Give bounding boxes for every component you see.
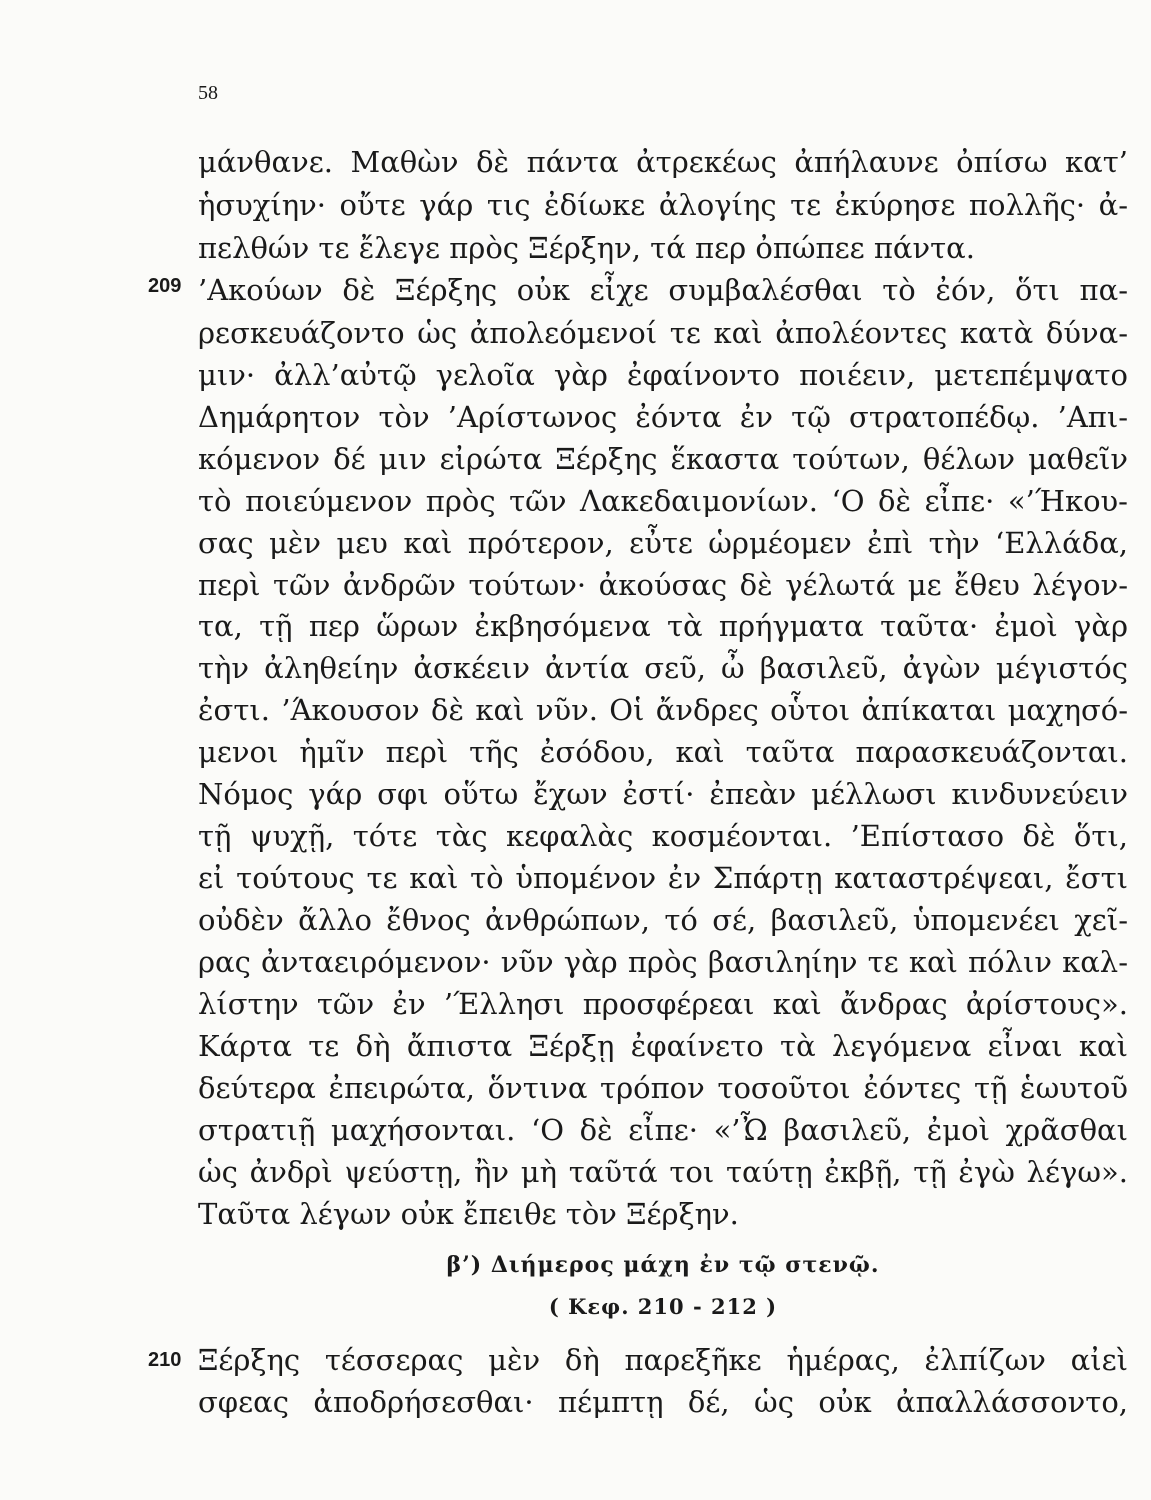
- text-line: σφεας ἀποδρήσεσθαι· πέμπτῃ δέ, ὡς οὐκ ἀπαλλάσσοντο,: [198, 1385, 1128, 1419]
- text-line: περὶ τῶν ἀνδρῶν τούτων· ἀκούσας δὲ γέλωτά με ἔθευ λέγον-: [198, 568, 1128, 602]
- text-line: δεύτερα ἐπειρώτα, ὅντινα τρόπον τοσοῦτοι ἐόντες τῇ ἑωυτοῦ: [198, 1071, 1128, 1105]
- margin-chapter-number: 210: [148, 1349, 182, 1371]
- text-line: ρεσκευάζοντο ὡς ἀπολεόμενοί τε καὶ ἀπολέοντες κατὰ δύνα-: [198, 316, 1128, 350]
- page-number: 58: [198, 82, 218, 104]
- text-line: μενοι ἡμῖν περὶ τῆς ἐσόδου, καὶ ταῦτα παρασκευάζονται.: [198, 735, 1128, 769]
- text-line: λίστην τῶν ἐν ’Έλλησι προσφέρεαι καὶ ἄνδρας ἀρίστους».: [198, 987, 1128, 1021]
- text-line: κόμενον δέ μιν εἰρώτα Ξέρξης ἕκαστα τούτων, θέλων μαθεῖν: [198, 442, 1128, 476]
- text-line: τὴν ἀληθείην ἀσκέειν ἀντία σεῦ, ὦ βασιλεῦ, ἀγὼν μέγιστός: [198, 651, 1128, 685]
- text-line: Ταῦτα λέγων οὐκ ἔπειθε τὸν Ξέρξην.: [198, 1197, 739, 1231]
- text-line: σας μὲν μευ καὶ πρότερον, εὖτε ὡρμέομεν ἐπὶ τὴν ‘Ελλάδα,: [198, 526, 1128, 560]
- text-line: πελθών τε ἔλεγε πρὸς Ξέρξην, τά περ ὀπώπεε πάντα.: [198, 231, 975, 265]
- text-line: ’Ακούων δὲ Ξέρξης οὐκ εἶχε συμβαλέσθαι τὸ ἐόν, ὅτι πα-: [198, 273, 1128, 307]
- section-subheading: ( Κεφ. 210 - 212 ): [548, 1294, 778, 1319]
- text-line: μιν· ἀλλ’αὐτῷ γελοῖα γὰρ ἐφαίνοντο ποιέειν, μετεπέμψατο: [198, 358, 1128, 392]
- text-line: ρας ἀνταειρόμενον· νῦν γὰρ πρὸς βασιληίην τε καὶ πόλιν καλ-: [198, 945, 1128, 979]
- section-heading: β’) Διήμερος μάχη ἐν τῷ στενῷ.: [446, 1252, 880, 1278]
- text-line: τῇ ψυχῇ, τότε τὰς κεφαλὰς κοσμέονται. ’Επίστασο δὲ ὅτι,: [198, 819, 1128, 853]
- text-line: Ξέρξης τέσσερας μὲν δὴ παρεξῆκε ἡμέρας, ἐλπίζων αἰεὶ: [198, 1343, 1128, 1377]
- text-line: ἡσυχίην· οὔτε γάρ τις ἐδίωκε ἀλογίης τε ἐκύρησε πολλῆς· ἀ-: [198, 188, 1128, 222]
- text-line: ἐστι. ’Άκουσον δὲ καὶ νῦν. Οἱ ἄνδρες οὗτοι ἀπίκαται μαχησό-: [198, 693, 1128, 727]
- text-line: Δημάρητον τὸν ’Αρίστωνος ἐόντα ἐν τῷ στρατοπέδῳ. ’Απι-: [198, 400, 1128, 434]
- text-line: εἰ τούτους τε καὶ τὸ ὑπομένον ἐν Σπάρτῃ καταστρέψεαι, ἔστι: [198, 861, 1128, 895]
- text-line: Κάρτα τε δὴ ἄπιστα Ξέρξῃ ἐφαίνετο τὰ λεγόμενα εἶναι καὶ: [198, 1029, 1128, 1063]
- text-line: τα, τῇ περ ὥρων ἐκβησόμενα τὰ πρήγματα ταῦτα· ἐμοὶ γὰρ: [198, 609, 1128, 643]
- margin-chapter-number: 209: [148, 275, 182, 297]
- text-line: μάνθανε. Μαθὼν δὲ πάντα ἀτρεκέως ἀπήλαυνε ὀπίσω κατ’: [198, 145, 1128, 179]
- text-line: τὸ ποιεύμενον πρὸς τῶν Λακεδαιμονίων. ‘Ο δὲ εἶπε· «’Ήκου-: [198, 484, 1128, 518]
- text-line: στρατιῇ μαχήσονται. ‘Ο δὲ εἶπε· «’Ὦ βασιλεῦ, ἐμοὶ χρᾶσθαι: [198, 1113, 1128, 1147]
- text-line: Νόμος γάρ σφι οὕτω ἔχων ἐστί· ἐπεὰν μέλλωσι κινδυνεύειν: [198, 777, 1128, 811]
- text-line: ὡς ἀνδρὶ ψεύστῃ, ἢν μὴ ταῦτά τοι ταύτῃ ἐκβῇ, τῇ ἐγὼ λέγω».: [198, 1155, 1128, 1189]
- text-line: οὐδὲν ἄλλο ἔθνος ἀνθρώπων, τό σέ, βασιλεῦ, ὑπομενέει χεῖ-: [198, 903, 1128, 937]
